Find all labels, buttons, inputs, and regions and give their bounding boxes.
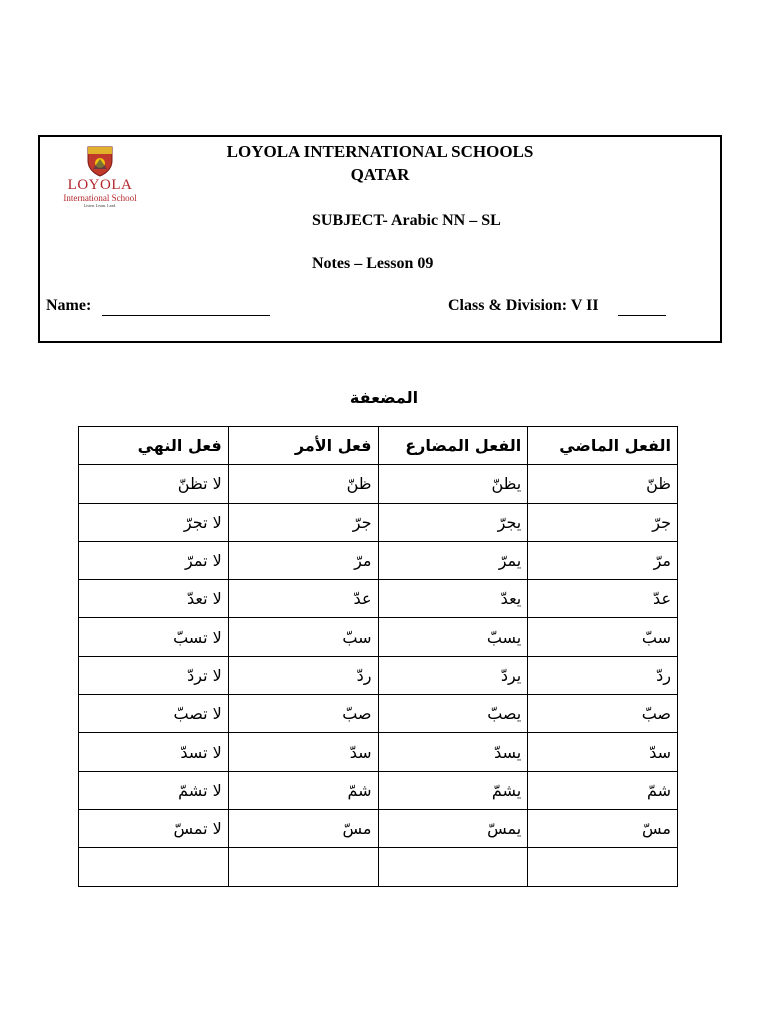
verb-table bbox=[78, 426, 678, 887]
table-cell: صبّ bbox=[528, 695, 678, 733]
worksheet-header bbox=[38, 135, 722, 343]
table-cell: لا تشمّ bbox=[79, 771, 229, 809]
table-cell: لا تسبّ bbox=[79, 618, 229, 656]
table-cell: يسبّ bbox=[378, 618, 528, 656]
table-cell bbox=[228, 848, 378, 886]
header-imperative: فعل الأمر bbox=[228, 427, 378, 465]
name-blank[interactable] bbox=[102, 315, 270, 316]
logo-subtitle: International School bbox=[63, 193, 137, 203]
lesson-line: Notes – Lesson 09 bbox=[312, 255, 434, 272]
table-row bbox=[79, 809, 678, 847]
header-prohibition: فعل النهي bbox=[79, 427, 229, 465]
table-row bbox=[79, 771, 678, 809]
table-cell: سبّ bbox=[528, 618, 678, 656]
table-cell bbox=[378, 848, 528, 886]
header-past: الفعل الماضي bbox=[528, 427, 678, 465]
table-row bbox=[79, 618, 678, 656]
header-present: الفعل المضارع bbox=[378, 427, 528, 465]
class-division-label: Class & Division: V II bbox=[448, 297, 599, 314]
table-row bbox=[79, 465, 678, 503]
table-cell bbox=[528, 848, 678, 886]
table-cell: مسّ bbox=[228, 809, 378, 847]
school-country: QATAR bbox=[350, 165, 410, 184]
table-cell: مرّ bbox=[228, 541, 378, 579]
logo-tagline: Listen. Learn. Lead. bbox=[83, 203, 117, 208]
table-header-row bbox=[79, 427, 678, 465]
logo-name: LOYOLA bbox=[67, 177, 133, 193]
table-cell: ردّ bbox=[228, 656, 378, 694]
table-cell: شمّ bbox=[528, 771, 678, 809]
table-row bbox=[79, 656, 678, 694]
table-row bbox=[79, 580, 678, 618]
table-cell: لا تعدّ bbox=[79, 580, 229, 618]
table-cell: لا تجرّ bbox=[79, 503, 229, 541]
table-cell: جرّ bbox=[528, 503, 678, 541]
table-cell: عدّ bbox=[228, 580, 378, 618]
class-division-blank[interactable] bbox=[618, 315, 666, 316]
table-cell: يسدّ bbox=[378, 733, 528, 771]
table-row bbox=[79, 733, 678, 771]
table-cell: لا تمرّ bbox=[79, 541, 229, 579]
table-cell: عدّ bbox=[528, 580, 678, 618]
table-cell: مرّ bbox=[528, 541, 678, 579]
table-cell: صبّ bbox=[228, 695, 378, 733]
table-cell: سبّ bbox=[228, 618, 378, 656]
table-title: المضعفة bbox=[349, 388, 419, 407]
table-cell: يمسّ bbox=[378, 809, 528, 847]
table-cell: مسّ bbox=[528, 809, 678, 847]
table-cell: لا تمسّ bbox=[79, 809, 229, 847]
table-row bbox=[79, 503, 678, 541]
table-cell: يعدّ bbox=[378, 580, 528, 618]
table-cell: جرّ bbox=[228, 503, 378, 541]
table-cell: يجرّ bbox=[378, 503, 528, 541]
table-cell: شمّ bbox=[228, 771, 378, 809]
table-cell: سدّ bbox=[228, 733, 378, 771]
table-cell: ظنّ bbox=[528, 465, 678, 503]
school-name: LOYOLA INTERNATIONAL SCHOOLS bbox=[226, 142, 534, 161]
table-cell: يشمّ bbox=[378, 771, 528, 809]
table-cell: ظنّ bbox=[228, 465, 378, 503]
subject-line: SUBJECT- Arabic NN – SL bbox=[312, 212, 501, 229]
table-cell: سدّ bbox=[528, 733, 678, 771]
table-cell: يردّ bbox=[378, 656, 528, 694]
table-cell bbox=[79, 848, 229, 886]
table-cell: لا تردّ bbox=[79, 656, 229, 694]
table-cell: يصبّ bbox=[378, 695, 528, 733]
table-cell: يمرّ bbox=[378, 541, 528, 579]
table-row-empty bbox=[79, 848, 678, 886]
table-cell: ردّ bbox=[528, 656, 678, 694]
table-row bbox=[79, 541, 678, 579]
table-cell: يظنّ bbox=[378, 465, 528, 503]
name-label: Name: bbox=[46, 297, 92, 314]
table-row bbox=[79, 695, 678, 733]
table-cell: لا تسدّ bbox=[79, 733, 229, 771]
table-cell: لا تصبّ bbox=[79, 695, 229, 733]
table-cell: لا تظنّ bbox=[79, 465, 229, 503]
